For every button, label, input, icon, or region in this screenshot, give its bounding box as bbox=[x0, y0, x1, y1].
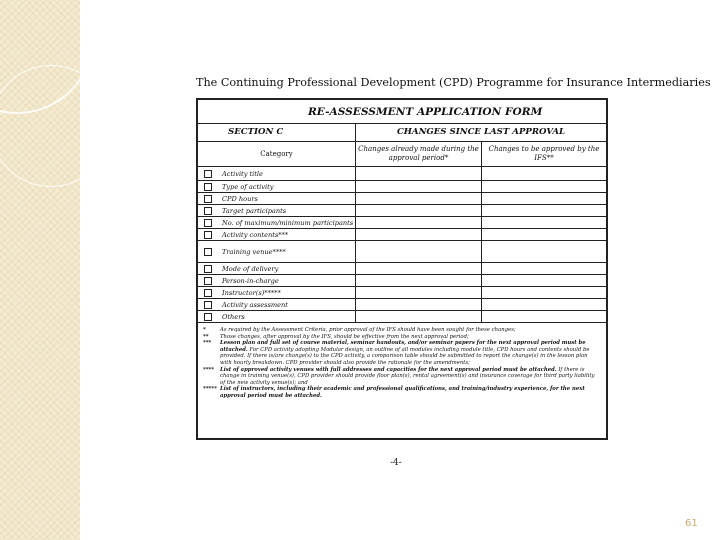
checkbox[interactable] bbox=[204, 313, 212, 321]
footnote-text bbox=[220, 340, 600, 366]
checkbox[interactable] bbox=[204, 207, 212, 215]
column-header-category: Category bbox=[198, 142, 356, 167]
footnote-text bbox=[220, 334, 600, 341]
to-be-approved-cell[interactable] bbox=[482, 299, 606, 311]
footnote-bold: Lesson plan and full set of course material, seminar handouts, and/or seminar papers for the next approval period must be attached. bbox=[220, 340, 586, 353]
category-label: Training venue**** bbox=[222, 247, 286, 256]
footnote-mark: * bbox=[203, 327, 206, 333]
category-row bbox=[198, 287, 356, 299]
checkbox[interactable] bbox=[204, 248, 212, 256]
category-row bbox=[198, 263, 356, 275]
category-row bbox=[198, 181, 356, 193]
category-row bbox=[198, 229, 356, 241]
category-label: Others bbox=[222, 312, 245, 321]
footnote bbox=[203, 334, 600, 341]
already-made-cell[interactable] bbox=[356, 167, 482, 181]
already-made-cell[interactable] bbox=[356, 181, 482, 193]
to-be-approved-cell[interactable] bbox=[482, 287, 606, 299]
category-label: Mode of delivery bbox=[222, 264, 279, 273]
category-row bbox=[198, 193, 356, 205]
section-header bbox=[198, 124, 606, 142]
footnote-plain: As required by the Assessment Criteria, prior approval of the IFS should have been sought for these changes; bbox=[220, 327, 516, 333]
already-made-cell[interactable] bbox=[356, 229, 482, 241]
footnote-text bbox=[220, 367, 600, 387]
footnote-bold: List of approved activity venues with full addresses and capacities for the next approval period must be attached. bbox=[220, 366, 557, 373]
to-be-approved-cell[interactable] bbox=[482, 167, 606, 181]
category-row bbox=[198, 241, 356, 263]
checkbox[interactable] bbox=[204, 195, 212, 203]
decorative-circle bbox=[0, 65, 80, 187]
to-be-approved-cell[interactable] bbox=[482, 275, 606, 287]
already-made-cell[interactable] bbox=[356, 205, 482, 217]
already-made-cell[interactable] bbox=[356, 311, 482, 323]
footnote-plain: Those changes, after approval by the IFS, should be effective from the next approval period; bbox=[220, 333, 469, 340]
category-label: Instructor(s)***** bbox=[222, 288, 281, 297]
footnote-mark: ***** bbox=[203, 386, 217, 393]
to-be-approved-cell[interactable] bbox=[482, 263, 606, 275]
already-made-cell[interactable] bbox=[356, 275, 482, 287]
footnote bbox=[203, 367, 600, 387]
footnote-bold: List of instructors, including their academic and professional qualifications, and training/industry experience, for the next approval period must be attached. bbox=[220, 386, 585, 399]
category-label: Target participants bbox=[222, 206, 287, 215]
category-label: Activity contents*** bbox=[222, 230, 289, 239]
category-row bbox=[198, 311, 356, 323]
slide-number: 61 bbox=[685, 518, 698, 529]
footnote bbox=[203, 327, 600, 334]
to-be-approved-cell[interactable] bbox=[482, 229, 606, 241]
footnote-text bbox=[220, 386, 600, 399]
to-be-approved-cell[interactable] bbox=[482, 241, 606, 263]
checkbox[interactable] bbox=[204, 289, 212, 297]
already-made-cell[interactable] bbox=[356, 299, 482, 311]
category-row bbox=[198, 205, 356, 217]
category-label: Activity assessment bbox=[222, 300, 288, 309]
to-be-approved-cell[interactable] bbox=[482, 311, 606, 323]
category-row bbox=[198, 217, 356, 229]
column-header-to-be-approved: Changes to be approved by the IFS** bbox=[482, 142, 606, 167]
checkbox[interactable] bbox=[204, 219, 212, 227]
column-header-already-made: Changes already made during the approval period* bbox=[356, 142, 482, 167]
to-be-approved-cell[interactable] bbox=[482, 217, 606, 229]
form-title: RE-ASSESSMENT APPLICATION FORM bbox=[198, 100, 606, 124]
checkbox[interactable] bbox=[204, 170, 212, 178]
category-label: No. of maximum/minimum participants bbox=[222, 218, 354, 227]
section-heading: CHANGES SINCE LAST APPROVAL bbox=[396, 127, 566, 137]
category-label: CPD hours bbox=[222, 194, 258, 203]
document-title: The Continuing Professional Development (CPD) Programme for Insurance Intermediaries bbox=[196, 76, 711, 89]
checkbox[interactable] bbox=[204, 301, 212, 309]
reassessment-form bbox=[196, 98, 608, 440]
footnote-rest: If there is change in training venue(s), CPD provider should provide floor plan(s), rental agreement(s) and insurance coverage for third party liability of the new activity venue(s); and bbox=[220, 366, 595, 386]
section-label: SECTION C bbox=[198, 124, 356, 141]
category-row bbox=[198, 167, 356, 181]
slide-sidebar-decoration bbox=[0, 0, 80, 540]
footnote bbox=[203, 386, 600, 399]
footnote-rest: For CPD activity adopting Modular design, an outline of all modules including module title, CPD hours and contents should be provided. If there is/are change(s) to the CPD activity, a comparison table should be submitted to report the change(s) in the lesson plan with hourly breakdown. CPD provider should also provide the rationale for the amendments; bbox=[220, 346, 590, 366]
checkbox[interactable] bbox=[204, 277, 212, 285]
already-made-cell[interactable] bbox=[356, 217, 482, 229]
footnotes bbox=[198, 323, 606, 400]
footnote bbox=[203, 340, 600, 366]
footnote-mark: ** bbox=[203, 333, 209, 340]
changes-table bbox=[198, 142, 606, 323]
already-made-cell[interactable] bbox=[356, 287, 482, 299]
category-label: Activity title bbox=[222, 169, 263, 178]
category-row bbox=[198, 299, 356, 311]
category-label: Type of activity bbox=[222, 182, 274, 191]
already-made-cell[interactable] bbox=[356, 263, 482, 275]
category-row bbox=[198, 275, 356, 287]
to-be-approved-cell[interactable] bbox=[482, 193, 606, 205]
footnote-mark: **** bbox=[203, 366, 215, 373]
to-be-approved-cell[interactable] bbox=[482, 205, 606, 217]
page-number: -4- bbox=[390, 458, 402, 468]
footnote-mark: *** bbox=[203, 340, 212, 347]
already-made-cell[interactable] bbox=[356, 241, 482, 263]
checkbox[interactable] bbox=[204, 265, 212, 273]
category-label: Person-in-charge bbox=[222, 276, 279, 285]
footnote-text bbox=[220, 327, 600, 334]
checkbox[interactable] bbox=[204, 231, 212, 239]
checkbox[interactable] bbox=[204, 183, 212, 191]
to-be-approved-cell[interactable] bbox=[482, 181, 606, 193]
already-made-cell[interactable] bbox=[356, 193, 482, 205]
